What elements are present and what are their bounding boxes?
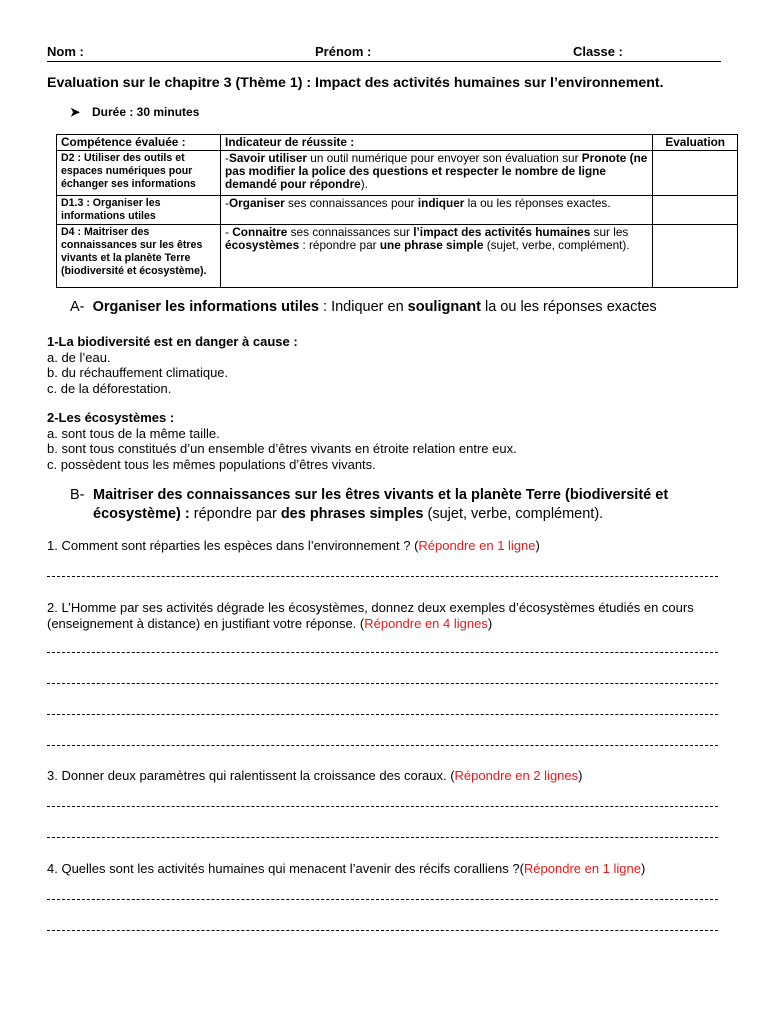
indicator-text: - — [225, 196, 229, 210]
indicator-cell — [221, 225, 653, 288]
answer-option[interactable]: c. possèdent tous les mêmes populations d’êtres vivants. — [47, 456, 376, 472]
question-text-end: ) — [487, 615, 493, 631]
table-header-row — [57, 135, 738, 151]
answer-line[interactable] — [47, 652, 718, 653]
indicator-bold: Savoir utiliser — [228, 151, 308, 165]
line-count-instruction: Répondre en 2 lignes — [454, 768, 579, 783]
indicator-bold: Connaitre — [232, 225, 288, 239]
open-question-4 — [47, 861, 727, 877]
arrow-bullet-icon: ➤ — [70, 105, 81, 119]
question-text: 2. L’Homme par ses activités dégrade les écosystèmes, donnez deux exemples d’écosystèmes étudiés en cours (enseignement à distance) en justifiant votre réponse. ( — [47, 600, 694, 631]
indicator-text: sur les — [590, 225, 629, 239]
indicator-text: - — [225, 151, 229, 165]
section-b-bold2: des phrases simples — [280, 506, 424, 522]
answer-option[interactable]: a. de l’eau. — [47, 349, 111, 365]
question-heading: 2-Les écosystèmes : — [47, 410, 175, 425]
line-count-instruction: Répondre en 1 ligne — [523, 861, 641, 876]
indicator-bold: écosystèmes — [225, 238, 300, 252]
student-info-header — [47, 43, 721, 62]
open-question-3 — [47, 768, 727, 784]
table-header: Evaluation — [653, 135, 738, 151]
indicator-text: ses connaissances pour — [284, 196, 418, 210]
evaluation-cell — [653, 225, 738, 288]
question-2-mcq — [47, 410, 517, 472]
indicator-bold: une phrase simple — [379, 238, 484, 252]
nom-label: Nom : — [47, 44, 84, 59]
evaluation-cell — [653, 196, 738, 225]
line-count-instruction: Répondre en 4 lignes — [364, 615, 488, 631]
answer-line[interactable] — [47, 745, 718, 746]
indicator-text: un outil numérique pour envoyer son évaluation sur — [307, 151, 582, 165]
answer-option[interactable]: a. sont tous de la même taille. — [47, 425, 220, 441]
answer-line[interactable] — [47, 576, 718, 577]
indicator-text: - — [225, 225, 233, 239]
indicator-cell — [221, 151, 653, 196]
indicator-text: ses connaissances sur — [287, 225, 414, 239]
answer-option[interactable]: c. de la déforestation. — [47, 380, 172, 396]
table-row — [57, 196, 738, 225]
section-a-bold: Organiser les informations utiles — [92, 299, 319, 315]
competence-cell: D1.3 : Organiser les informations utiles — [57, 196, 221, 225]
open-question-1 — [47, 538, 727, 554]
indicator-bold: indiquer — [417, 196, 465, 210]
answer-line[interactable] — [47, 837, 718, 838]
section-b-text: répondre par — [189, 506, 281, 522]
answer-line[interactable] — [47, 683, 718, 684]
section-letter: A- — [70, 299, 85, 315]
table-row — [57, 151, 738, 196]
answer-line[interactable] — [47, 930, 718, 931]
indicator-text: ). — [360, 177, 368, 191]
answer-option[interactable]: b. sont tous constitués d’un ensemble d’êtres vivants en étroite relation entre eux. — [47, 441, 517, 456]
table-header: Compétence évaluée : — [57, 135, 221, 151]
answer-option[interactable]: b. du réchauffement climatique. — [47, 365, 229, 380]
table-header: Indicateur de réussite : — [221, 135, 653, 151]
answer-line[interactable] — [47, 714, 718, 715]
indicator-text: (sujet, verbe, complément). — [483, 238, 630, 252]
question-text-end: ) — [535, 538, 540, 553]
evaluation-cell — [653, 151, 738, 196]
page-title: Evaluation sur le chapitre 3 (Thème 1) : Impact des activités humaines sur l’environnement. — [47, 75, 664, 91]
classe-label: Classe : — [573, 44, 623, 59]
prenom-label: Prénom : — [315, 44, 372, 59]
question-heading: 1-La biodiversité est en danger à cause : — [47, 334, 298, 349]
question-text-end: ) — [578, 768, 583, 783]
section-b-heading — [70, 486, 730, 524]
table-row — [57, 225, 738, 288]
indicator-bold: Organiser — [228, 196, 285, 210]
answer-line[interactable] — [47, 806, 718, 807]
section-a-bold2: soulignant — [407, 299, 481, 315]
question-text: 1. Comment sont réparties les espèces dans l’environnement ? ( — [47, 538, 419, 553]
section-a-text2: la ou les réponses exactes — [480, 299, 657, 315]
question-text-end: ) — [641, 861, 646, 876]
section-b-bold: Maitriser des connaissances sur les êtres vivants et la planète Terre (biodiversité et écosystème) : — [93, 487, 669, 522]
duration-text: Durée : 30 minutes — [92, 105, 200, 119]
section-a-heading — [70, 299, 657, 315]
section-letter: B- — [70, 487, 85, 503]
competence-cell: D2 : Utiliser des outils et espaces numériques pour échanger ses informations — [57, 151, 221, 196]
question-1-mcq — [47, 334, 298, 396]
question-text: 3. Donner deux paramètres qui ralentissent la croissance des coraux. ( — [47, 768, 455, 783]
line-count-instruction: Répondre en 1 ligne — [418, 538, 536, 553]
competence-cell: D4 : Maitriser des connaissances sur les êtres vivants et la planète Terre (biodiversité et écosystème). — [57, 225, 221, 288]
duration-line — [70, 105, 199, 119]
open-question-2 — [47, 600, 727, 631]
answer-line[interactable] — [47, 899, 718, 900]
indicator-bold: l’impact des activités humaines — [413, 225, 591, 239]
competence-table — [56, 134, 738, 288]
section-b-text2: (sujet, verbe, complément). — [423, 506, 604, 522]
indicator-bold: Pronote (ne pas modifier la police des questions et respecter le nombre de ligne demandé pour répondre — [225, 151, 648, 191]
indicator-text: la ou les réponses exactes. — [464, 196, 611, 210]
indicator-cell — [221, 196, 653, 225]
question-text: 4. Quelles sont les activités humaines qui menacent l’avenir des récifs coralliens ?( — [47, 861, 524, 876]
section-a-text: : Indiquer en — [318, 299, 408, 315]
indicator-text: : répondre par — [299, 238, 380, 252]
